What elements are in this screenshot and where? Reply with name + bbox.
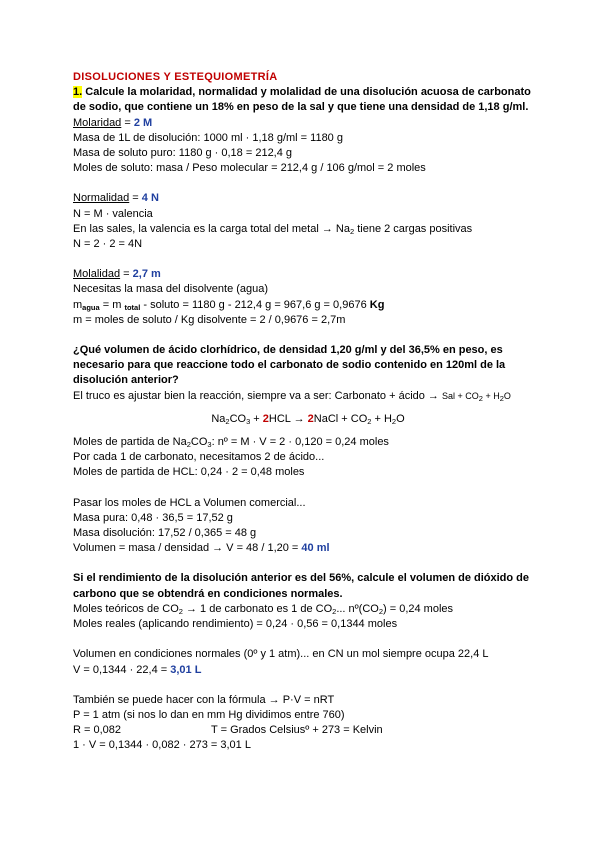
cn-line: Volumen en condiciones normales (0º y 1 atm)... en CN un mol siempre ocupa 22,4 L <box>73 648 489 661</box>
eq-part: CO <box>229 412 247 425</box>
molaridad-line-1: Masa de 1L de disolución: 1000 ml · 1,18 g/ml = 1180 g <box>73 131 343 144</box>
molalidad-heading <box>73 267 543 282</box>
moles-teoricos-line <box>73 602 543 617</box>
moles-text: Moles de partida de Na <box>73 436 187 449</box>
mass-symbol: m <box>73 298 83 311</box>
moles-carbonato-line <box>73 435 543 450</box>
eq-part: + H <box>371 412 392 425</box>
normalidad-line-2 <box>73 222 543 237</box>
masa-disolucion-line: Masa disolución: 17,52 / 0,365 = 48 g <box>73 527 257 540</box>
subscript: 2 <box>349 226 355 236</box>
question-2: ¿Qué volumen de ácido clorhídrico, de densidad 1,20 g/ml y del 36,5% en peso, es necesario para que reaccione todo el carbonato de sodio contenido en 120ml de la disolución anterior? <box>73 344 506 387</box>
temperature-conversion: T = Grados Celsiusº + 273 = Kelvin <box>211 724 383 737</box>
subscript: 2 <box>186 440 191 450</box>
molaridad-label: Molaridad <box>73 116 122 129</box>
molaridad-heading <box>73 116 543 131</box>
normalidad-heading <box>73 191 543 206</box>
moles-text: : nº = M · V = 2 · 0,120 = 0,24 moles <box>211 436 389 449</box>
subscript: 2 <box>332 606 337 616</box>
document-page <box>73 70 543 754</box>
subscript: 3 <box>207 440 212 450</box>
normalidad-line-3: N = 2 · 2 = 4N <box>73 238 143 251</box>
trick-text: El truco es ajustar bien la reacción, siempre va a ser: Carbonato + ácido → <box>73 389 442 402</box>
molaridad-equals: = <box>121 116 134 129</box>
trick-products: O <box>503 390 511 401</box>
subscript: 2 <box>391 416 397 426</box>
volumen-result: 40 ml <box>301 542 330 555</box>
molalidad-result: 2,7 m <box>132 268 161 281</box>
formula-line: También se puede hacer con la fórmula → P·V = nRT <box>73 693 335 706</box>
subscript: 2 <box>378 606 384 616</box>
moles-text: ) = 0,24 moles <box>383 602 454 615</box>
eq-part: O <box>396 412 405 425</box>
moles-reales-line: Moles reales (aplicando rendimiento) = 0,24 · 0,56 = 0,1344 moles <box>73 618 398 631</box>
normalidad-label: Normalidad <box>73 192 130 205</box>
eq-part: HCL → <box>268 412 308 425</box>
molalidad-line-3: m = moles de soluto / Kg disolvente = 2 / 0,9676 = 2,7m <box>73 313 346 326</box>
kg-unit: Kg <box>369 298 385 311</box>
molaridad-result: 2 M <box>133 116 153 129</box>
page-title: DISOLUCIONES Y ESTEQUIOMETRÍA <box>73 71 278 83</box>
subscript: 2 <box>225 416 230 426</box>
molaridad-line-3: Moles de soluto: masa / Peso molecular = 212,4 g / 106 g/mol = 2 moles <box>73 162 426 175</box>
moles-text: → 1 de carbonato es 1 de CO <box>182 602 333 615</box>
molalidad-line-2 <box>73 298 543 313</box>
molaridad-line-2: Masa de soluto puro: 1180 g · 0,18 = 212,4 g <box>73 147 293 160</box>
moles-text: Moles teóricos de CO <box>73 602 179 615</box>
trick-products: + H <box>482 390 500 401</box>
subscript: 2 <box>499 393 504 403</box>
molalidad-line-1: Necesitas la masa del disolvente (agua) <box>73 283 269 296</box>
eq-part: Na <box>211 412 226 425</box>
normalidad-result: 4 N <box>141 192 159 205</box>
trick-products: Sal + CO <box>442 390 479 401</box>
molalidad-line-2-rest: - soluto = 1180 g - 212,4 g = 967,6 g = 0,9676 <box>140 298 370 311</box>
question-1 <box>73 85 543 115</box>
eq-part: NaCl + CO <box>313 412 368 425</box>
normalidad-line-1: N = M · valencia <box>73 207 153 220</box>
subscript: total <box>124 302 141 312</box>
volume-calc-line <box>73 663 543 678</box>
normalidad-equals: = <box>129 192 142 205</box>
molalidad-line-2-text: = m <box>99 298 125 311</box>
subscript: 3 <box>246 416 251 426</box>
final-calc-line: 1 · V = 0,1344 · 0,082 · 273 = 3,01 L <box>73 739 251 752</box>
normalidad-line-2-rest: tiene 2 cargas positivas <box>354 222 473 235</box>
constants-line <box>73 723 543 738</box>
masa-pura-line: Masa pura: 0,48 · 36,5 = 17,52 g <box>73 511 233 524</box>
molalidad-label: Molalidad <box>73 268 121 281</box>
subscript: 2 <box>367 416 372 426</box>
molalidad-equals: = <box>120 268 133 281</box>
moles-text: ... nº(CO <box>336 602 379 615</box>
question-1-text: Calcule la molaridad, normalidad y molalidad de una disolución acuosa de carbonato de sodio, que contiene un 18% en peso de la sal y que tiene una densidad de 1,18 g/ml. <box>73 86 531 114</box>
eq-part: + <box>250 412 263 425</box>
coefficient: 2 <box>262 412 269 425</box>
volumen-comercial-line: Pasar los moles de HCL a Volumen comercial... <box>73 496 306 509</box>
ratio-line: Por cada 1 de carbonato, necesitamos 2 de ácido... <box>73 451 325 464</box>
moles-hcl-line: Moles de partida de HCL: 0,24 · 2 = 0,48 moles <box>73 466 305 479</box>
chemical-equation <box>73 412 543 427</box>
question-3: Si el rendimiento de la disolución anterior es del 56%, calcule el volumen de dióxido de carbono que se obtendrá en condiciones normales. <box>73 572 530 600</box>
subscript: agua <box>82 302 100 312</box>
coefficient: 2 <box>307 412 314 425</box>
subscript: 2 <box>478 393 483 403</box>
question-1-number: 1. <box>73 86 83 99</box>
moles-text: CO <box>190 436 208 449</box>
volume-text: V = 0,1344 · 22,4 = <box>73 663 171 676</box>
subscript: 2 <box>178 606 183 616</box>
volume-result: 3,01 L <box>170 663 202 676</box>
r-constant: R = 0,082 <box>73 724 122 737</box>
normalidad-line-2-text: En las sales, la valencia es la carga total del metal → Na <box>73 222 350 235</box>
pressure-line: P = 1 atm (si nos lo dan en mm Hg dividimos entre 760) <box>73 708 345 721</box>
volumen-text: Volumen = masa / densidad → V = 48 / 1,20 = <box>73 542 302 555</box>
volumen-line <box>73 541 543 556</box>
trick-line <box>73 389 543 404</box>
